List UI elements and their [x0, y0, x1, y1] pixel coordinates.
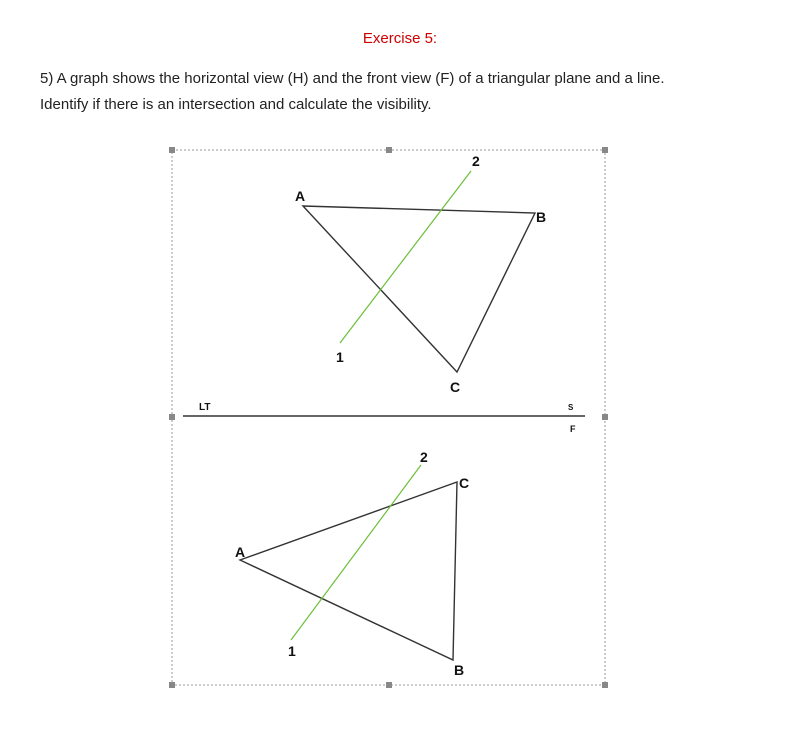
line-point-label-1-horizontal: 1: [336, 349, 344, 365]
line-point-label-1-front: 1: [288, 643, 296, 659]
triangle-horizontal-view: [303, 206, 535, 372]
frame-handle-bottom-right[interactable]: [602, 682, 608, 688]
frame-handle-top-middle[interactable]: [386, 147, 392, 153]
ground-line-label-f: F: [570, 424, 576, 434]
front-view: [235, 449, 469, 678]
frame-handle-bottom-left[interactable]: [169, 682, 175, 688]
frame-handle-middle-left[interactable]: [169, 414, 175, 420]
frame-handle-top-left[interactable]: [169, 147, 175, 153]
vertex-label-b-horizontal: B: [536, 209, 547, 225]
vertex-label-a-front: A: [235, 544, 246, 560]
triangle-front-view: [240, 482, 457, 660]
ground-line-label-s: S: [568, 403, 574, 412]
frame-handle-top-right[interactable]: [602, 147, 608, 153]
frame-handle-middle-right[interactable]: [602, 414, 608, 420]
line-point-label-2-front: 2: [420, 449, 428, 465]
problem-text-line-2: Identify if there is an intersection and calculate the visibility.: [40, 96, 432, 113]
horizontal-view: [295, 153, 546, 395]
vertex-label-a-horizontal: A: [295, 188, 306, 204]
problem-text-line-1: 5) A graph shows the horizontal view (H) and the front view (F) of a triangular plane and a line.: [40, 70, 665, 87]
line-point-label-2-horizontal: 2: [472, 153, 480, 169]
vertex-label-b-front: B: [454, 662, 465, 678]
exercise-title: Exercise 5:: [362, 30, 438, 47]
vertex-label-c-horizontal: C: [450, 379, 461, 395]
vertex-label-c-front: C: [459, 475, 470, 491]
diagram-frame: [172, 150, 605, 685]
frame-handle-bottom-middle[interactable]: [386, 682, 392, 688]
ground-line-label-lt: LT: [199, 402, 211, 413]
